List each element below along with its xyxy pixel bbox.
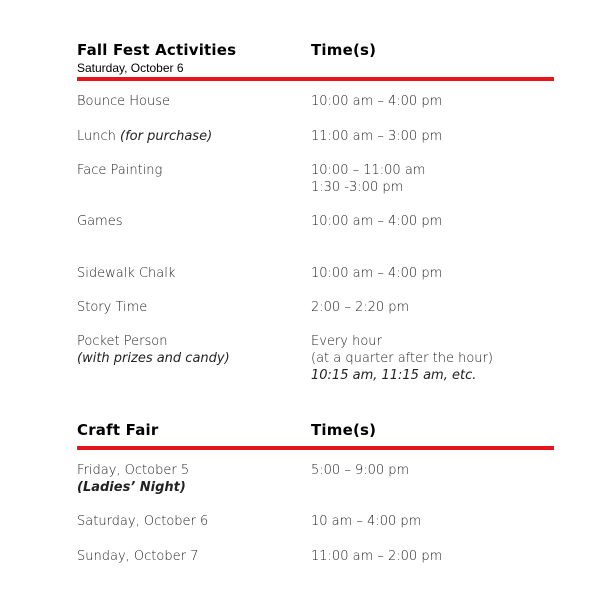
craft-time-sunday: 11:00 am – 2:00 pm (311, 549, 443, 564)
time-story-time: 2:00 – 2:20 pm (311, 300, 410, 315)
fall-fest-date: Saturday, October 6 (77, 61, 184, 75)
craft-time-friday: 5:00 – 9:00 pm (311, 463, 410, 478)
time-pocket-person-2: (at a quarter after the hour) (311, 351, 493, 366)
time-face-painting: 10:00 – 11:00 am (311, 163, 426, 178)
craft-day-sunday: Sunday, October 7 (77, 549, 199, 564)
activity-story-time: Story Time (77, 300, 148, 315)
craft-fair-times-heading: Time(s) (311, 421, 377, 439)
activity-pocket-person-note: (with prizes and candy) (77, 351, 230, 366)
time-games: 10:00 am – 4:00 pm (311, 214, 443, 229)
activity-sidewalk-chalk: Sidewalk Chalk (77, 266, 176, 281)
activity-lunch (77, 128, 212, 145)
time-pocket-person: Every hour (311, 334, 382, 349)
craft-day-friday: Friday, October 5 (77, 463, 190, 478)
time-lunch: 11:00 am – 3:00 pm (311, 129, 443, 144)
fall-fest-red-rule (77, 77, 554, 81)
craft-day-saturday: Saturday, October 6 (77, 514, 209, 529)
activity-pocket-person: Pocket Person (77, 334, 168, 349)
time-pocket-person-3: 10:15 am, 11:15 am, etc. (311, 368, 477, 383)
activity-games: Games (77, 214, 123, 229)
activity-bounce-house: Bounce House (77, 94, 170, 109)
time-bounce-house: 10:00 am – 4:00 pm (311, 94, 443, 109)
activity-lunch-note: (for purchase) (120, 129, 213, 144)
craft-fair-red-rule (77, 446, 554, 450)
activity-face-painting: Face Painting (77, 163, 163, 178)
craft-day-friday-note: (Ladies’ Night) (77, 480, 186, 495)
craft-time-saturday: 10 am – 4:00 pm (311, 514, 422, 529)
time-face-painting-2: 1:30 -3:00 pm (311, 180, 404, 195)
time-sidewalk-chalk: 10:00 am – 4:00 pm (311, 266, 443, 281)
activity-lunch-label: Lunch (77, 129, 116, 144)
fall-fest-heading: Fall Fest Activities (77, 41, 237, 59)
craft-fair-heading: Craft Fair (77, 421, 159, 439)
fall-fest-times-heading: Time(s) (311, 41, 377, 59)
